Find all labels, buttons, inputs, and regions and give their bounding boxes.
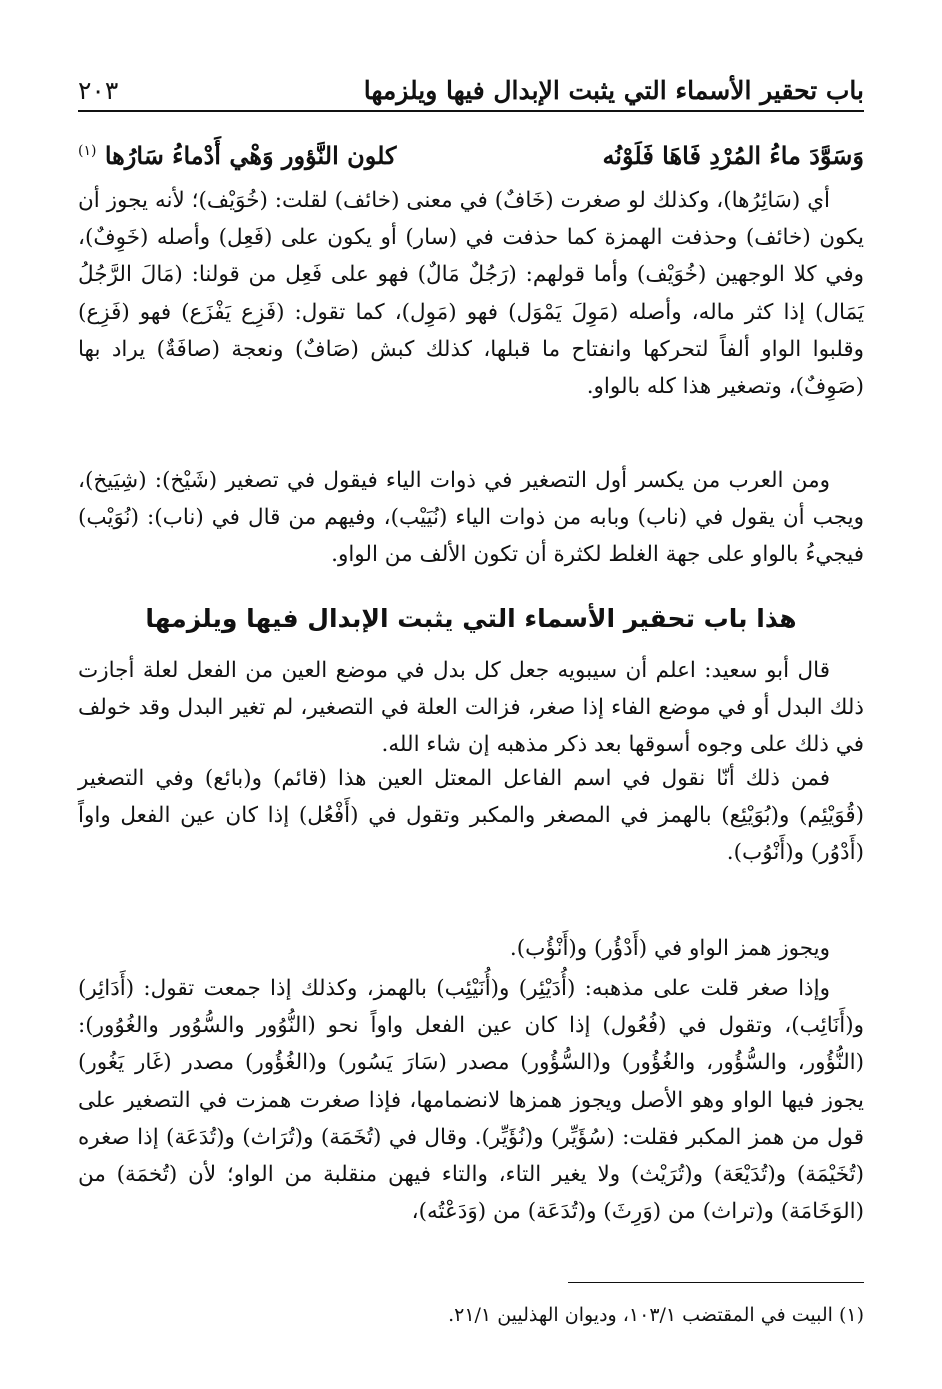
paragraph-1 [78,182,864,405]
paragraph-6-text: وإذا صغر قلت على مذهبه: (أُدَيْئِر) و(أُنَيْئِب) بالهمز، وكذلك إذا جمعت تقول: (أَدَائِر) و(أَنَائِب)، وتقول في (فُعُول) إذا كان عين الفعل واواً نحو (النُّوُور والسُّوُور والغُوُور): (النُّؤُور، والسُّؤُور، والغُؤُور) و(السُّؤُور) مصدر (سَارَ يَسُور) و(الغُؤُور) مصدر (غَار يَغُور) يجوز فيها الواو وهو الأصل ويجوز همزها لانضمامها، فإذا صغرت همزت في التصغير على قول من همز المكبر فقلت: (سُؤَيِّر) و(نُؤَيِّر). وقال في (تُخَمَة) و(تُرَاث) و(تُدَعَة) إذا صغره (تُخَيْمَة) و(تُدَيْعَة) و(تُرَيْث) ولا يغير التاء، والتاء فيهن منقلبة من الواو؛ لأن (تُخمَة) من (الوَخَامَة) و(تراث) من (وَرِثَ) و(تُدَعَة) من (وَدَعْتُه)، [78,976,864,1225]
paragraph-3 [78,652,864,764]
verse-left-hemistich [78,141,396,170]
paragraph-4 [78,760,864,872]
chapter-title: باب تحقير الأسماء التي يثبت الإبدال فيها ويلزمها [363,75,864,105]
poetry-verse [78,130,864,180]
paragraph-2 [78,462,864,574]
paragraph-3-text: قال أبو سعيد: اعلم أن سيبويه جعل كل بدل في موضع العين من الفعل لعلة أجازت ذلك البدل أو في موضع الفاء إذا صغر، فزالت العلة في التصغير، لم تغير البدل وقد خولف في ذلك على وجوه أسوقها بعد ذكر مذهبه إن شاء الله. [78,658,864,758]
footnote: (١) البيت في المقتضب ١٠٣/١، وديوان الهذليين ٢١/١. [448,1304,864,1326]
section-heading: هذا باب تحقير الأسماء التي يثبت الإبدال فيها ويلزمها [145,604,797,633]
paragraph-2-text: ومن العرب من يكسر أول التصغير في ذوات الياء فيقول في تصغير (شَيْخ): (شِيَيخ)، ويجب أن يقول في (ناب) وبابه من ذوات الياء (نُيَيْب)، وفيهم من قال في (ناب): (نُوَيْب) فيجيءُ بالواو على جهة الغلط لكثرة أن تكون الألف من الواو. [78,468,864,568]
paragraph-4-text: فمن ذلك أنّا نقول في اسم الفاعل المعتل العين هذا (قائم) و(بائع) وفي التصغير (قُوَيْئِم) و(بُوَيْئِع) بالهمز في المصغر والمكبر وتقول في (أَفْعُل) إذا كان عين الفعل واواً (أَدْوُر) و(أَنْوُب). [78,766,864,866]
paragraph-5 [78,930,864,967]
page-number: ٢٠٣ [78,75,119,105]
footnote-marker[interactable]: (١) [78,142,97,159]
paragraph-5-text: ويجوز همز الواو في (أَدْؤُر) و(أَنْؤُب). [509,936,830,961]
footnote-divider [568,1282,864,1283]
verse-left-text: كلون النَّؤور وَهْي أَدْماءُ سَارُها [104,140,397,170]
running-header [78,70,864,112]
paragraph-1-text: أي (سَائِرُها)، وكذلك لو صغرت (خَافٌ) في معنى (خائف) لقلت: (خُوَيْف)؛ لأنه يجوز أن يكون (خائف) وحذفت الهمزة كما حذفت في (سار) أو يكون على (فَعِل) وأصله (خَوِفٌ)، وفي كلا الوجهين (خُوَيْف) وأما قولهم: (رَجُلٌ مَالٌ) فهو على فَعِل من قولنا: (مَالَ الرَّجُلُ يَمَال) إذا كثر ماله، وأصله (مَوِلَ يَمْوَل) فهو (مَوِل)، كما تقول: (فَزِع يَفْزَع) فهو (فَزِع) وقلبوا الواو ألفاً لتحركها وانفتاح ما قبلها، كذلك كبش (صَافٌ) ونعجة (صافَةٌ) يراد بها (صَوِفٌ)، وتصغير هذا كله بالواو. [78,188,864,400]
verse-right-hemistich: وَسَوَّدَ ماءُ المُرْدِ فَاهَا فَلَوْنُه [602,140,864,170]
paragraph-6 [78,970,864,1230]
